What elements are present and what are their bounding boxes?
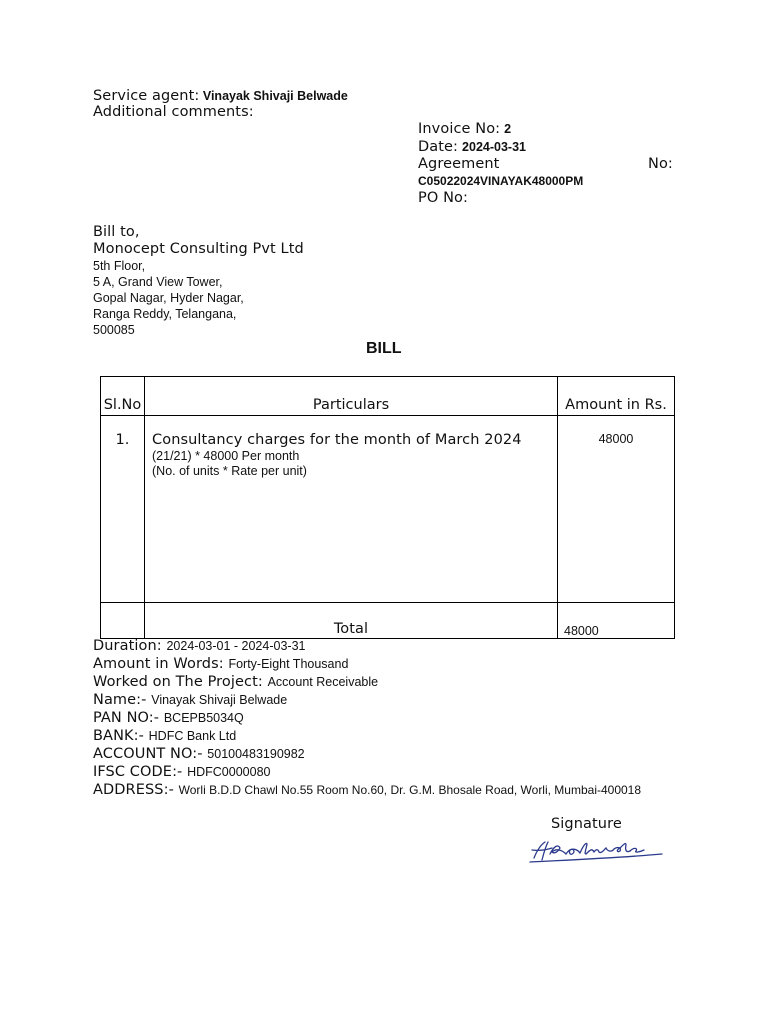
bill-to-address-line: Gopal Nagar, Hyder Nagar, bbox=[93, 291, 244, 305]
agreement-no-label: No: bbox=[648, 156, 673, 172]
service-agent-label: Service agent: bbox=[93, 88, 200, 104]
agreement-value: C05022024VINAYAK48000PM bbox=[418, 174, 584, 188]
header-amount: Amount in Rs. bbox=[558, 377, 675, 416]
detail-value: 50100483190982 bbox=[207, 747, 305, 761]
row-sl-no: 1. bbox=[101, 416, 145, 603]
bill-title: BILL bbox=[366, 340, 402, 357]
total-label: Total bbox=[145, 603, 558, 639]
detail-address bbox=[93, 781, 641, 799]
table-header-row bbox=[101, 377, 675, 416]
row-particulars bbox=[145, 416, 558, 603]
service-agent-value: Vinayak Shivaji Belwade bbox=[199, 89, 348, 103]
detail-label: Duration: bbox=[93, 638, 167, 654]
detail-value: Worli B.D.D Chawl No.55 Room No.60, Dr. G.M. Bhosale Road, Worli, Mumbai-400018 bbox=[178, 783, 642, 797]
table-total-row bbox=[101, 603, 675, 639]
date-line bbox=[418, 138, 526, 156]
row-detail-line: (No. of units * Rate per unit) bbox=[152, 464, 307, 478]
row-amount: 48000 bbox=[558, 416, 675, 603]
detail-label: PAN NO:- bbox=[93, 710, 164, 726]
detail-ifsc bbox=[93, 763, 270, 781]
detail-value: HDFC Bank Ltd bbox=[148, 729, 237, 743]
table-row bbox=[101, 416, 675, 603]
detail-project bbox=[93, 673, 378, 691]
detail-label: BANK:- bbox=[93, 728, 149, 744]
detail-value: HDFC0000080 bbox=[187, 765, 271, 779]
po-no-label: PO No: bbox=[418, 190, 468, 206]
detail-label: IFSC CODE:- bbox=[93, 764, 188, 780]
detail-label: Worked on The Project: bbox=[93, 674, 268, 690]
bill-to-label: Bill to, bbox=[93, 224, 140, 240]
detail-label: Name:- bbox=[93, 692, 152, 708]
row-detail-line: (21/21) * 48000 Per month bbox=[152, 449, 300, 463]
detail-pan bbox=[93, 709, 244, 727]
service-agent-line bbox=[93, 87, 348, 105]
header-sl-no: Sl.No bbox=[101, 377, 145, 416]
detail-value: 2024-03-01 - 2024-03-31 bbox=[166, 639, 306, 653]
detail-bank bbox=[93, 727, 236, 745]
detail-name bbox=[93, 691, 287, 709]
bill-to-address-line: Ranga Reddy, Telangana, bbox=[93, 307, 237, 321]
invoice-no-line bbox=[418, 120, 511, 138]
date-value: 2024-03-31 bbox=[462, 140, 526, 154]
row-description: Consultancy charges for the month of March 2024 bbox=[152, 432, 522, 448]
date-label: Date: bbox=[418, 139, 459, 155]
detail-amount-in-words bbox=[93, 655, 348, 673]
detail-duration bbox=[93, 637, 305, 655]
agreement-label: Agreement bbox=[418, 156, 500, 172]
detail-value: Account Receivable bbox=[267, 675, 379, 689]
bill-to-address-line: 5th Floor, bbox=[93, 259, 146, 273]
total-empty-cell bbox=[101, 603, 145, 639]
detail-label: ADDRESS:- bbox=[93, 782, 179, 798]
header-particulars: Particulars bbox=[145, 377, 558, 416]
detail-value: Vinayak Shivaji Belwade bbox=[151, 693, 288, 707]
bill-to-company: Monocept Consulting Pvt Ltd bbox=[93, 241, 304, 257]
signature-image bbox=[528, 836, 668, 868]
invoice-no-label: Invoice No: bbox=[418, 121, 501, 137]
invoice-no-value: 2 bbox=[504, 122, 512, 136]
detail-value: Forty-Eight Thousand bbox=[228, 657, 349, 671]
bill-to-address-line: 500085 bbox=[93, 323, 135, 337]
total-amount: 48000 bbox=[558, 603, 675, 639]
bill-to-address-line: 5 A, Grand View Tower, bbox=[93, 275, 223, 289]
bill-table bbox=[100, 376, 675, 639]
detail-account-no bbox=[93, 745, 305, 763]
signature-label: Signature bbox=[551, 816, 622, 832]
detail-value: BCEPB5034Q bbox=[163, 711, 244, 725]
detail-label: Amount in Words: bbox=[93, 656, 229, 672]
additional-comments-label: Additional comments: bbox=[93, 104, 254, 120]
detail-label: ACCOUNT NO:- bbox=[93, 746, 208, 762]
